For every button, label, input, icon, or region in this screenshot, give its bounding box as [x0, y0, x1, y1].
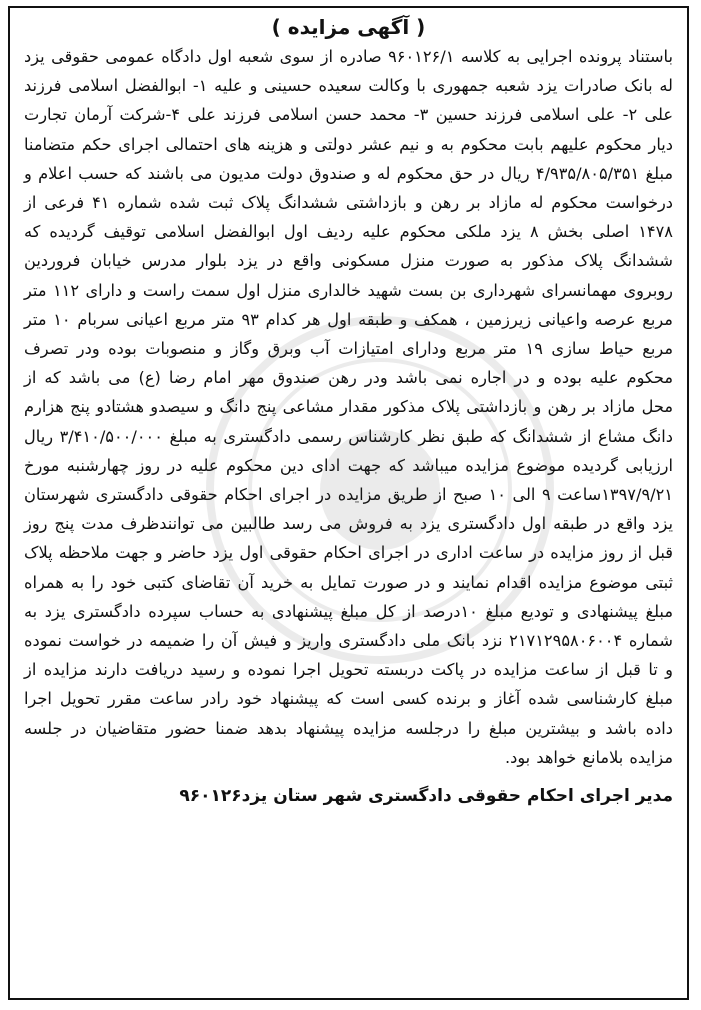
notice-title: ( آگهی مزایده ): [271, 15, 426, 39]
notice-signature: مدیر اجرای احکام حقوقی دادگستری شهر ستان یزد۹۶۰۱۲۶: [179, 786, 673, 807]
notice-body: باستناد پرونده اجرایی به کلاسه ۹۶۰۱۲۶/۱ صادره از سوی شعبه اول دادگاه عمومی حقوقی یزد له بانک صادرات یزد شعبه جمهوری با وکالت سعیده حسینی و علیه ۱- ابوالفضل اسلامی فرزند علی ۲- علی اسلامی فرزند حسین ۳- محمد حسن اسلامی فرزند علی ۴-شرکت آرمان تجارت دیار محکوم علیهم بابت محکوم به و نیم عشر دولتی و هزینه های احتمالی اجرای حکم متضامنا مبلغ ۴/۹۳۵/۸۰۵/۳۵۱ ریال در حق محکوم له و صندوق دولت مدیون می باشند که حسب اعلام و درخواست محکوم له مازاد بر رهن و بازداشتی ششدانگ پلاک ثبت شده شماره ۴۱ فرعی از ۱۴۷۸ اصلی بخش ۸ یزد ملکی محکوم علیه ردیف اول ابوالفضل اسلامی توقیف گردیده که ششدانگ پلاک مذکور به صورت منزل مسکونی واقع در یزد بلوار مدرس خیابان فروردین روبروی مهمانسرای شهرداری بن بست شهید خالداری منزل اول سمت راست و دارای ۱۱۲ متر مربع عرصه واعیانی زیرزمین ، همکف و طبقه اول هر کدام ۹۳ متر مربع اعیانی سربام ۱۰ متر مربع حیاط سازی ۱۹ متر مربع ودارای امتیازات آب وبرق وگاز و منصوبات بوده ودر تصرف محکوم علیه بوده و در اجاره نمی باشد ودر رهن صندوق مهر امام رضا (ع) می باشد که از محل مازاد بر رهن و بازداشتی پلاک مذکور مقدار مشاعی پنج دانگ و سیصدو هشتادو پنج هزارم دانگ مشاع از ششدانگ که طبق نظر کارشناس رسمی دادگستری به مبلغ ۳/۴۱۰/۵۰۰/۰۰۰ ریال ارزیابی گردیده موضوع مزایده میباشد که جهت ادای دین محکوم علیه در روز چهارشنبه مورخ ۱۳۹۷/۹/۲۱ساعت ۹ الی ۱۰ صبح از طریق مزایده در اجرای احکام حقوقی دادگستری شهرستان یزد واقع در طبقه اول دادگستری یزد به فروش می رسد طالبین می توانندظرف مدت پنج روز قبل از روز مزایده در ساعت اداری در اجرای احکام حقوقی اول یزد حاضر و جهت ملاحظه پلاک ثبتی موضوع مزایده اقدام نمایند و در صورت تمایل به خرید آن تقاضای کتبی خود را به همراه مبلغ پیشنهادی و تودیع مبلغ ۱۰درصد از کل مبلغ پیشنهادی به حساب سپرده دادگستری یزد به شماره ۲۱۷۱۲۹۵۸۰۶۰۰۴ نزد بانک ملی دادگستری واریز و فیش آن را ضمیمه در خواست نموده و تا قبل از ساعت مزایده در پاکت دربسته تحویل اجرا نموده و رسید دریافت دارند مزایده از مبلغ کارشناسی شده آغاز و برنده کسی است که پیشنهاد خود رادر ساعت مقرر تحویل اجرا داده باشد و بیشترین مبلغ را درجلسه مزایده پیشنهاد بدهد ضمنا حضور متقاضیان در جلسه مزایده بلامانع خواهد بود.: [24, 47, 674, 767]
notice-frame: [8, 6, 689, 1000]
